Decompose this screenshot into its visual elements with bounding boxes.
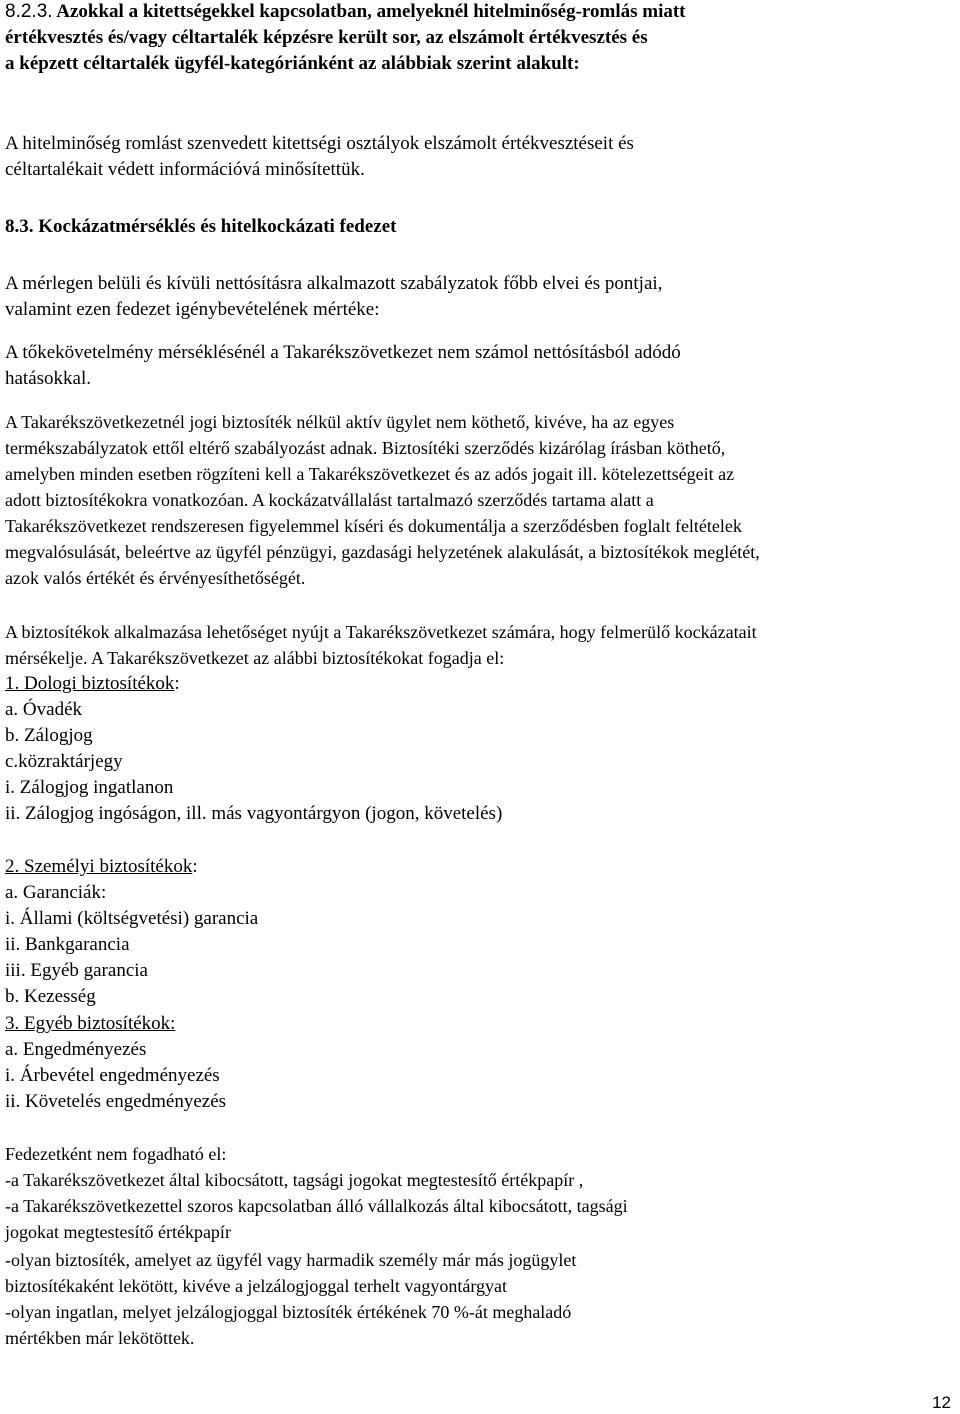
not-accepted-line: jogokat megtestesítő értékpapír <box>5 1222 231 1242</box>
section-number: 8.2.3. <box>5 1 53 22</box>
paragraph-line: A Takarékszövetkezetnél jogi biztosíték nélkül aktív ügylet nem köthető, kivéve, ha az egyes <box>5 412 675 432</box>
list-item: i. Árbevétel engedményezés <box>5 1065 220 1086</box>
list-title-dologi: 1. Dologi biztosítékok: <box>5 673 180 694</box>
paragraph-line: megvalósulását, beleértve az ügyfél pénzügyi, gazdasági helyzetének alakulását, a biztosítékok meglétét, <box>5 542 760 562</box>
section-heading-8-3: 8.3. Kockázatmérséklés és hitelkockázati fedezet <box>5 216 397 237</box>
heading-line: Azokkal a kitettségekkel kapcsolatban, amelyeknél hitelminőség-romlás miatt <box>56 1 686 22</box>
paragraph-line: A hitelminőség romlást szenvedett kitettségi osztályok elszámolt értékvesztéseit és <box>5 133 634 154</box>
list-title-egyeb: 3. Egyéb biztosítékok: <box>5 1013 176 1034</box>
paragraph-line: amelyben minden esetben rögzíteni kell a Takarékszövetkezet és az adós jogait ill. kötelezettségeit az <box>5 464 735 484</box>
list-item: a. Garanciák: <box>5 882 107 903</box>
paragraph-line: céltartalékait védett információvá minősítettük. <box>5 159 365 180</box>
list-item: ii. Bankgarancia <box>5 934 130 955</box>
list-item: b. Zálogjog <box>5 725 93 746</box>
heading-line: a képzett céltartalék ügyfél-kategóriánként az alábbiak szerint alakult: <box>5 53 580 74</box>
list-item: ii. Zálogjog ingóságon, ill. más vagyontárgyon (jogon, követelés) <box>5 803 503 824</box>
paragraph-line: termékszabályzatok ettől eltérő szabályozást adnak. Biztosítéki szerződés kizárólag írásban köthető, <box>5 438 726 458</box>
paragraph-line: A mérlegen belüli és kívüli nettósításra alkalmazott szabályzatok főbb elvei és pontjai, <box>5 273 663 294</box>
paragraph-line: A biztosítékok alkalmazása lehetőséget nyújt a Takarékszövetkezet számára, hogy felmerülő kockázatait <box>5 622 757 642</box>
list-item: ii. Követelés engedményezés <box>5 1091 227 1112</box>
list-item: iii. Egyéb garancia <box>5 960 148 981</box>
not-accepted-line: -a Takarékszövetkezet által kibocsátott, tagsági jogokat megtestesítő értékpapír , <box>5 1170 584 1190</box>
list-item: a. Engedményezés <box>5 1039 147 1060</box>
heading-line: értékvesztés és/vagy céltartalék képzésre került sor, az elszámolt értékvesztés és <box>5 27 648 48</box>
not-accepted-title: Fedezetként nem fogadható el: <box>5 1144 227 1164</box>
page-number: 12 <box>932 1393 951 1412</box>
paragraph-line: Takarékszövetkezet rendszeresen figyelemmel kíséri és dokumentálja a szerződésben foglalt feltételek <box>5 516 742 536</box>
paragraph-line: adott biztosítékokra vonatkozóan. A kockázatvállalást tartalmazó szerződés tartama alatt a <box>5 490 654 510</box>
paragraph-line: A tőkekövetelmény mérséklésénél a Takarékszövetkezet nem számol nettósításból adódó <box>5 342 681 363</box>
paragraph-line: mérsékelje. A Takarékszövetkezet az alábbi biztosítékokat fogadja el: <box>5 648 505 668</box>
paragraph-line: hatásokkal. <box>5 368 92 389</box>
list-item: a. Óvadék <box>5 699 83 720</box>
paragraph-line: azok valós értékét és érvényesíthetőségét. <box>5 568 306 588</box>
not-accepted-line: -olyan ingatlan, melyet jelzálogjoggal biztosíték értékének 70 %-át meghaladó <box>5 1302 572 1322</box>
paragraph-line: valamint ezen fedezet igénybevételének mértéke: <box>5 299 380 320</box>
not-accepted-line: biztosítékaként lekötött, kivéve a jelzálogjoggal terhelt vagyontárgyat <box>5 1276 508 1296</box>
list-item: b. Kezesség <box>5 986 96 1007</box>
not-accepted-line: -a Takarékszövetkezettel szoros kapcsolatban álló vállalkozás által kibocsátott, tagsági <box>5 1196 628 1216</box>
list-item: c.közraktárjegy <box>5 751 123 772</box>
list-item: i. Zálogjog ingatlanon <box>5 777 174 798</box>
not-accepted-line: mértékben már lekötöttek. <box>5 1328 195 1348</box>
not-accepted-line: -olyan biztosíték, amelyet az ügyfél vagy harmadik személy már más jogügylet <box>5 1250 577 1270</box>
list-item: i. Állami (költségvetési) garancia <box>5 908 259 929</box>
section-heading-8-2-3 <box>5 1 686 23</box>
list-title-szemelyi: 2. Személyi biztosítékok: <box>5 856 198 877</box>
